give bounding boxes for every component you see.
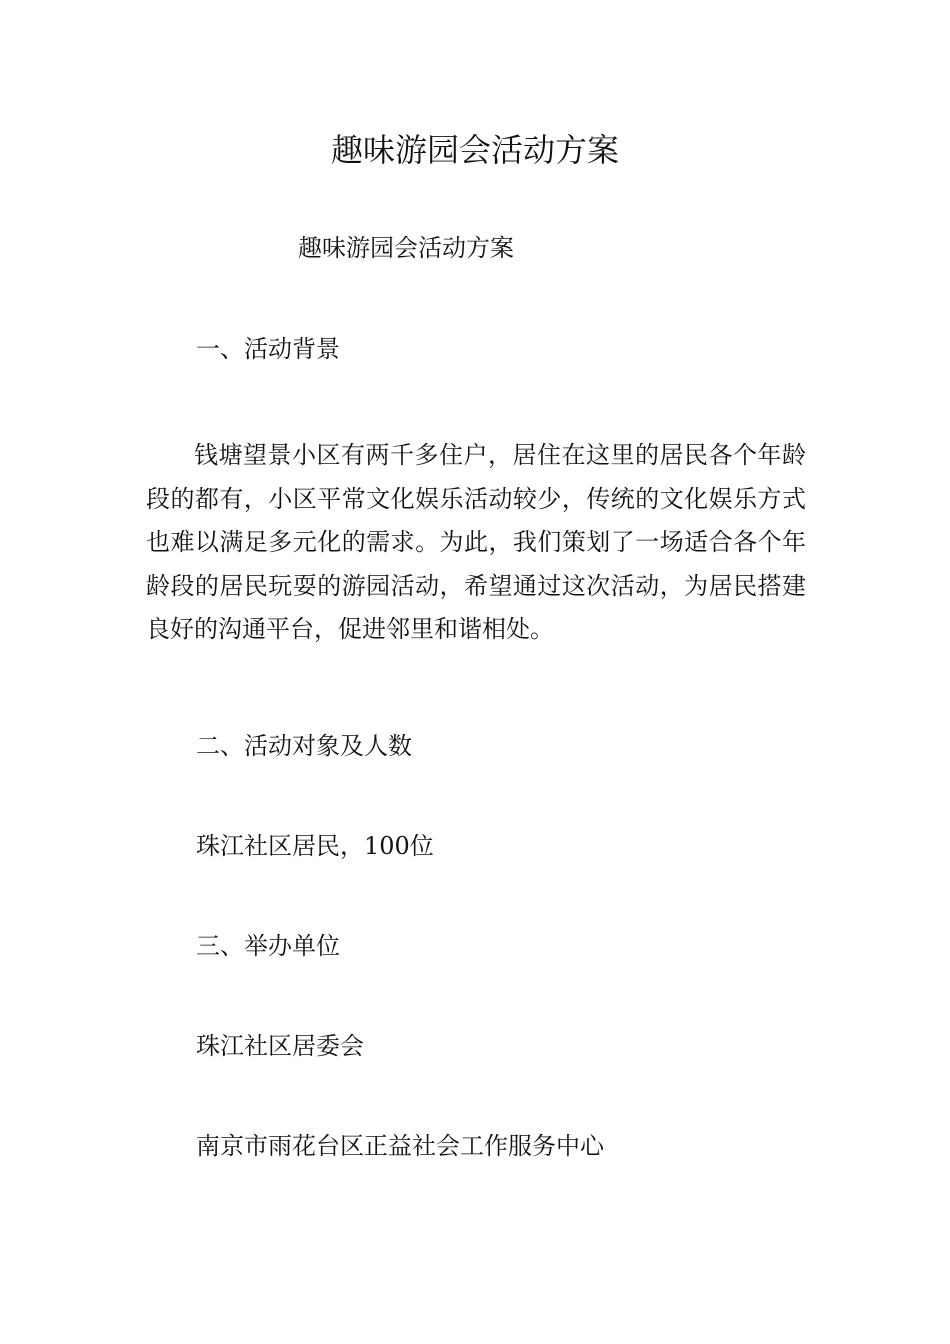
document-title: 趣味游园会活动方案 xyxy=(330,131,619,169)
section-heading-participants: 二、活动对象及人数 xyxy=(196,732,412,760)
section-body-background: 钱塘望景小区有两千多住户，居住在这里的居民各个年龄段的都有，小区平常文化娱乐活动较少，传统的文化娱乐方式也难以满足多元化的需求。为此，我们策划了一场适合各个年龄段的居民玩耍的游园活动，希望通过这次活动，为居民搭建良好的沟通平台，促进邻里和谐相处。 xyxy=(146,441,806,644)
organizer-item: 珠江社区居委会 xyxy=(196,1032,364,1060)
section-body-participants: 珠江社区居民，100位 xyxy=(196,832,434,860)
section-heading-organizers: 三、举办单位 xyxy=(196,932,340,960)
document-subtitle: 趣味游园会活动方案 xyxy=(298,234,514,262)
section-heading-background: 一、活动背景 xyxy=(196,335,340,363)
organizer-item: 南京市雨花台区正益社会工作服务中心 xyxy=(196,1132,604,1160)
